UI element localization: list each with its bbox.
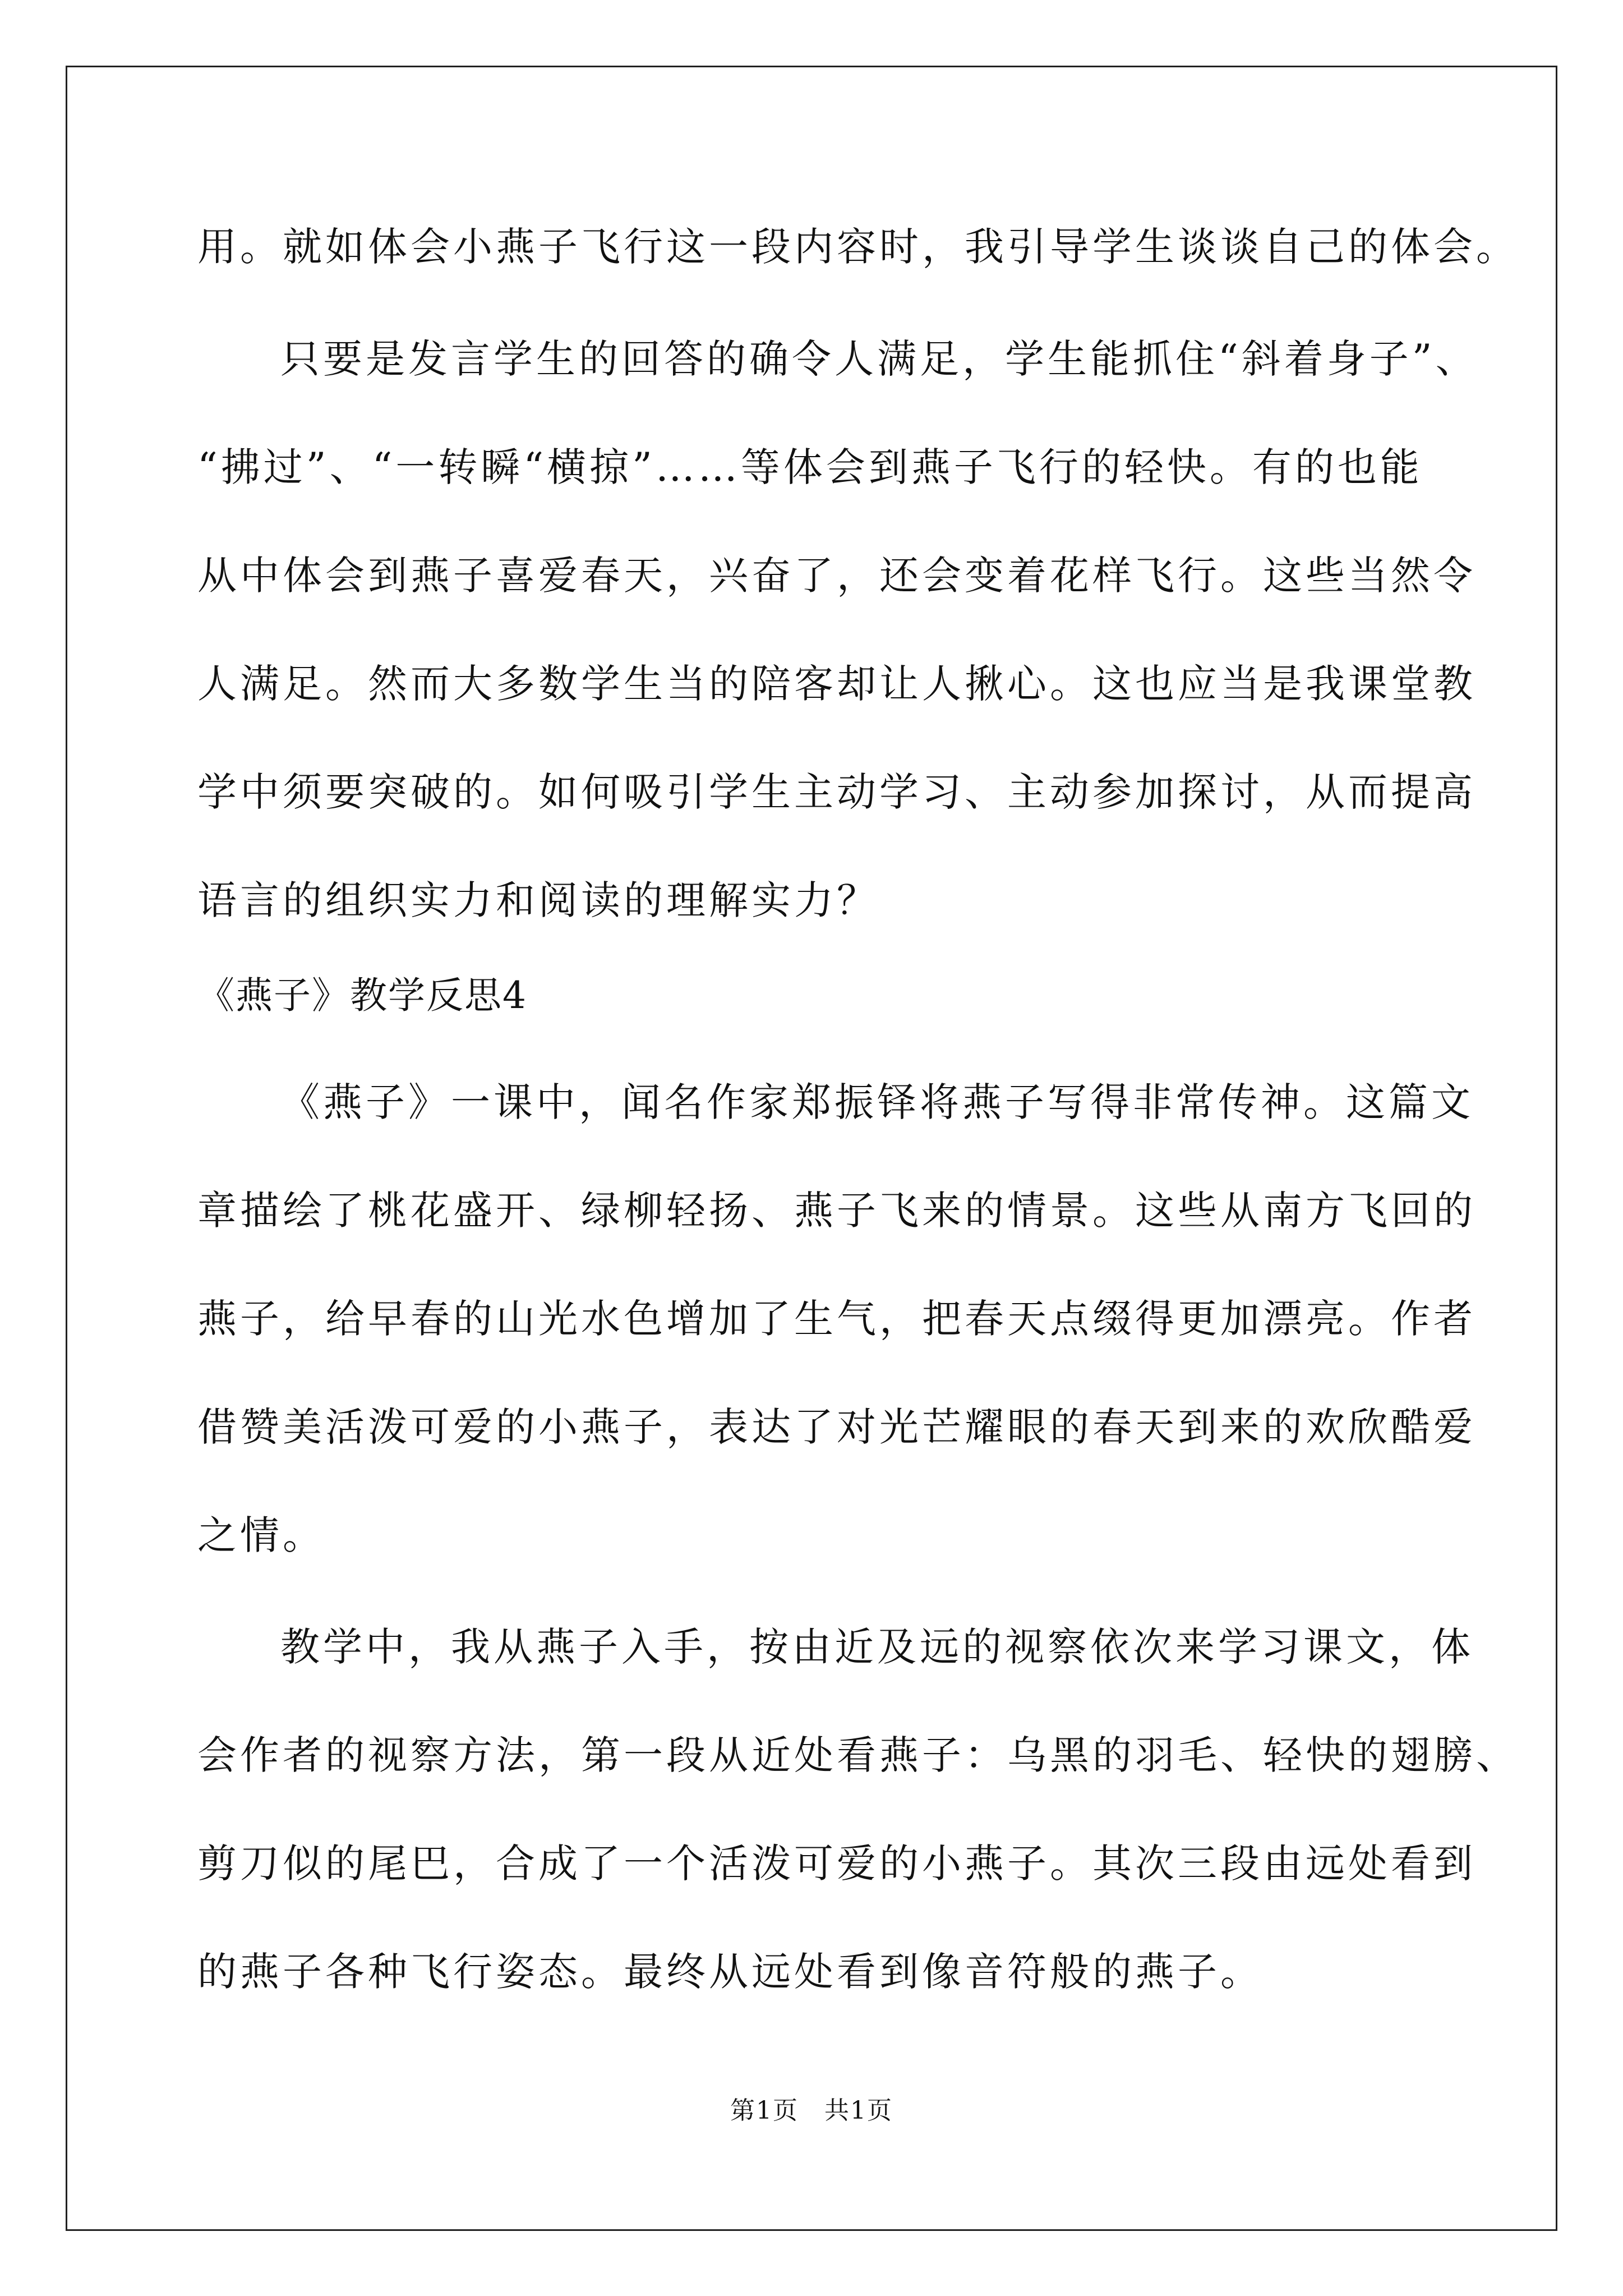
text-line: 的燕子各种飞行姿态。最终从远处看到像音符般的燕子。 <box>197 1949 1263 1995</box>
text-line: 用。就如体会小燕子飞行这一段内容时，我引导学生谈谈自己的体会。 <box>197 224 1519 270</box>
page-border <box>66 66 1557 2231</box>
text-line: 燕子，给早春的山光水色增加了生气，把春天点缀得更加漂亮。作者 <box>197 1296 1476 1342</box>
text-line: 学中须要突破的。如何吸引学生主动学习、主动参加探讨，从而提高 <box>197 769 1476 815</box>
text-line: 剪刀似的尾巴，合成了一个活泼可爱的小燕子。其次三段由远处看到 <box>197 1841 1476 1887</box>
text-line: 章描绘了桃花盛开、绿柳轻扬、燕子飞来的情景。这些从南方飞回的 <box>197 1188 1476 1234</box>
text-line: 教学中，我从燕子入手，按由近及远的视察依次来学习课文，体 <box>280 1624 1474 1670</box>
page-footer: 第1页 共1页 <box>730 2096 893 2125</box>
text-line: 语言的组织实力和阅读的理解实力？ <box>197 877 879 923</box>
section-heading: 《燕子》教学反思4 <box>197 974 527 1017</box>
text-line: 《燕子》一课中，闻名作家郑振铎将燕子写得非常传神。这篇文 <box>280 1079 1474 1125</box>
text-line: “拂过”、“一转瞬“横掠”……等体会到燕子飞行的轻快。有的也能 <box>197 444 1423 490</box>
text-line: 借赞美活泼可爱的小燕子，表达了对光芒耀眼的春天到来的欢欣酷爱 <box>197 1404 1476 1450</box>
text-line: 人满足。然而大多数学生当的陪客却让人揪心。这也应当是我课堂教 <box>197 661 1476 707</box>
text-line: 之情。 <box>197 1512 325 1558</box>
text-line: 从中体会到燕子喜爱春天，兴奋了，还会变着花样飞行。这些当然令 <box>197 553 1476 599</box>
text-line: 只要是发言学生的回答的确令人满足，学生能抓住“斜着身子”、 <box>280 336 1478 382</box>
text-line: 会作者的视察方法，第一段从近处看燕子：乌黑的羽毛、轻快的翅膀、 <box>197 1732 1519 1778</box>
